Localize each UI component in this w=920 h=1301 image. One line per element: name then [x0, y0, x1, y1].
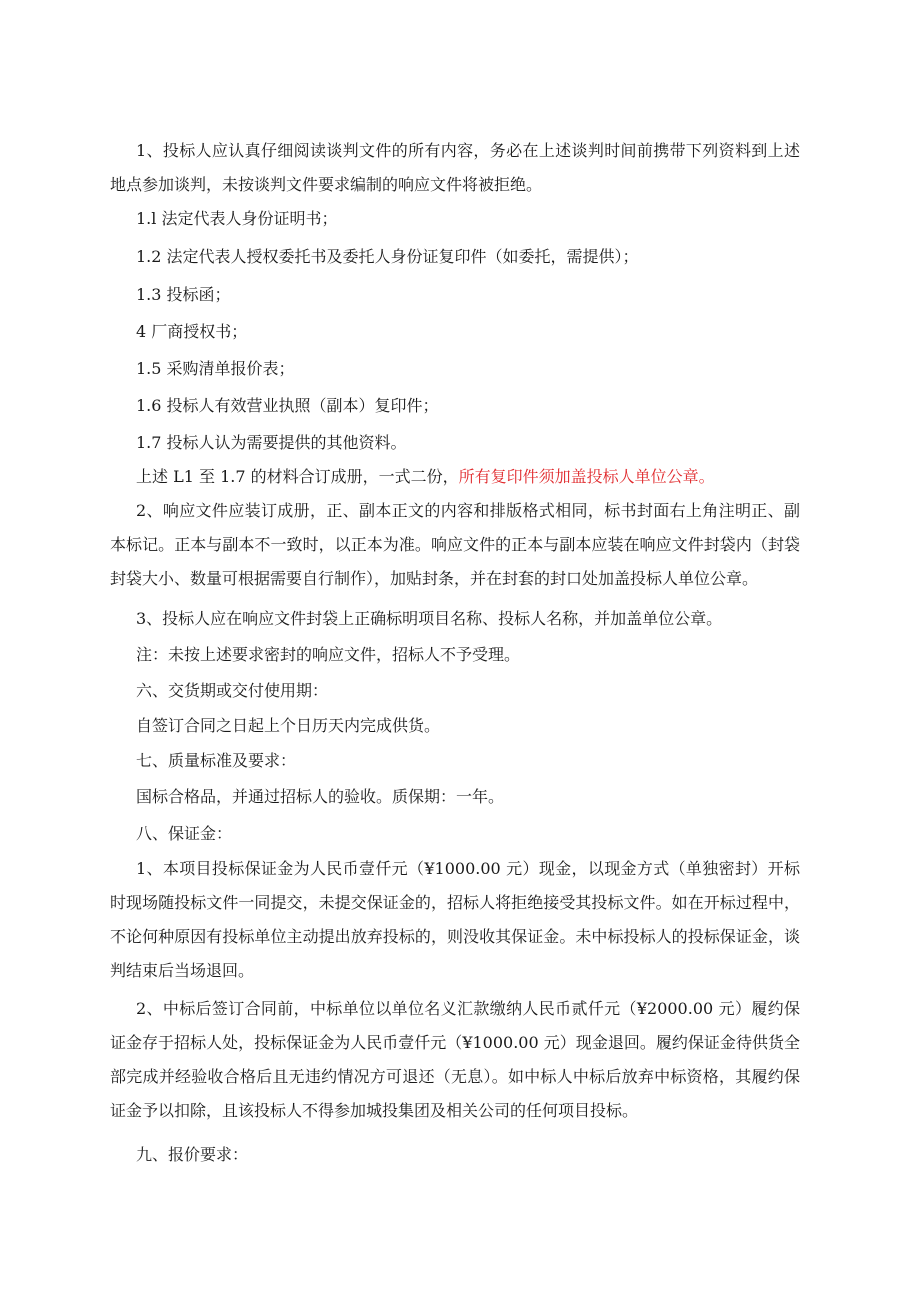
submission-item-2: 2、响应文件应装订成册，正、副本正文的内容和排版格式相同，标书封面右上角注明正、副本标记。正本与副本不一致时，以正本为准。响应文件的正本与副本应装在响应文件封袋内（封袋封袋大小、数量可根据需要自行制作），加贴封条，并在封套的封口处加盖投标人单位公章。: [110, 501, 800, 588]
section-8-heading: 八、保证金：: [136, 824, 233, 843]
submission-item-1-3: 1.3 投标函；: [136, 285, 231, 304]
binding-instruction: [136, 460, 796, 494]
submission-item-1: 1、投标人应认真仔细阅读谈判文件的所有内容，务必在上述谈判时间前携带下列资料到上述地点参加谈判，未按谈判文件要求编制的响应文件将被拒绝。: [110, 141, 800, 194]
submission-item-1-6: 1.6 投标人有效营业执照（副本）复印件；: [136, 396, 439, 415]
section-6-heading: 六、交货期或交付使用期：: [136, 681, 329, 700]
section-8-item-2: 2、中标后签订合同前，中标单位以单位名义汇款缴纳人民币贰仟元（¥2000.00 元）履约保证金存于招标人处，投标保证金为人民币壹仟元（¥1000.00 元）现金退回。履约保证金待供货全部完成并经验收合格后且无违约情况方可退还（无息）。如中标人中标后放弃中标资格，其履约保证金予以扣除，且该投标人不得参加城投集团及相关公司的任何项目投标。: [110, 999, 800, 1120]
submission-item-1-1: 1.l 法定代表人身份证明书；: [136, 209, 338, 228]
binding-instruction-text: 上述 L1 至 1.7 的材料合订成册，一式二份，: [136, 467, 459, 486]
submission-item-1-2: 1.2 法定代表人授权委托书及委托人身份证复印件（如委托，需提供）；: [136, 247, 639, 266]
submission-item-1-5: 1.5 采购清单报价表；: [136, 359, 295, 378]
section-6-body: 自签订合同之日起上个日历天内完成供货。: [136, 716, 441, 735]
submission-item-1-7: 1.7 投标人认为需要提供的其他资料。: [136, 433, 407, 452]
section-7-heading: 七、质量标准及要求：: [136, 751, 297, 770]
section-9-heading: 九、报价要求：: [136, 1145, 249, 1164]
section-8-item-1: 1、本项目投标保证金为人民币壹仟元（¥1000.00 元）现金，以现金方式（单独密封）开标时现场随投标文件一同提交，未提交保证金的，招标人将拒绝接受其投标文件。如在开标过程中，不论何种原因有投标单位主动提出放弃投标的，则没收其保证金。未中标投标人的投标保证金，谈判结束后当场退回。: [110, 859, 800, 980]
submission-note: 注：未按上述要求密封的响应文件，招标人不予受理。: [136, 645, 521, 664]
section-7-body: 国标合格品，并通过招标人的验收。质保期：一年。: [136, 787, 505, 806]
submission-item-3: 3、投标人应在响应文件封袋上正确标明项目名称、投标人名称，并加盖单位公章。: [136, 609, 723, 628]
submission-item-1-4: 4 厂商授权书；: [136, 322, 248, 341]
binding-highlight: 所有复印件须加盖投标人单位公章。: [458, 467, 715, 486]
